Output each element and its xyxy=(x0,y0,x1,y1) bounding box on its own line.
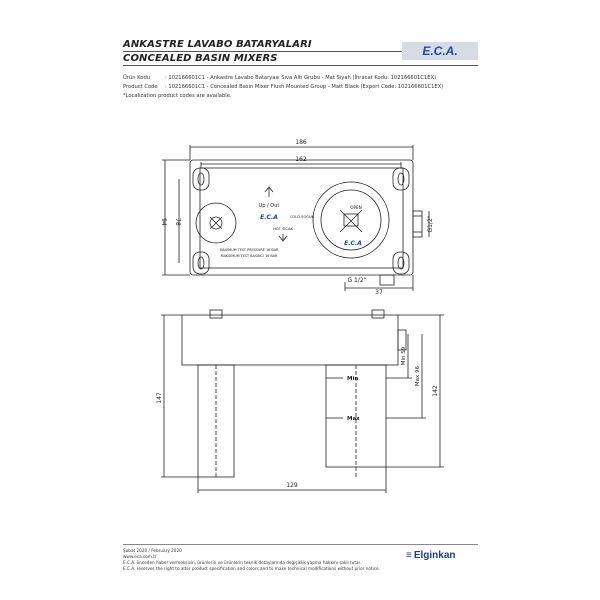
right-pipe xyxy=(413,211,422,237)
elginkan-logo xyxy=(406,550,456,561)
product-code-en-value: : 102166601C1 - Concealed Basin Mixer Flush Mounted Group - Matt Black (Export Code: 102166601C1EX) xyxy=(165,84,444,90)
footer-disclaimer-tr: E.C.A. önceden haber vermeksizin, ürünlerin ve ürünlerin teknik detaylarında değişiklik yapma hakkını saklı tutar. xyxy=(123,560,362,565)
localization-note: *Localization product codes are available. xyxy=(123,93,232,99)
footer-divider xyxy=(123,544,478,545)
label-min: Min xyxy=(347,376,359,382)
label-cold: COLD SOĞUK xyxy=(289,215,315,219)
product-code-tr-value: : 102166601C1 - Ankastre Lavabo Bataryası Sıva Altı Grubu - Mat Siyah (İhracat Kodu: 102166601C1EX) xyxy=(165,75,437,81)
dim-min: Min 59 xyxy=(401,346,407,366)
label-up-out: Up / Out xyxy=(258,203,280,209)
label-pressure-tr: MAKSIMUM TEST BASINCI 16 BAR xyxy=(220,254,278,258)
side-view-body xyxy=(182,315,398,365)
dim-total-width: 186 xyxy=(295,139,307,146)
dim-depth: 37 xyxy=(375,289,383,296)
elginkan-text: Elginkan xyxy=(413,550,456,561)
dim-max: Max 96 xyxy=(415,365,421,387)
inner-logo-left: E.C.A xyxy=(260,214,278,221)
footer-disclaimer-en: E.C.A. reserves the right to alter product specification and colors and to make technical modifications without prior notice. xyxy=(123,566,380,571)
bottom-pipe xyxy=(380,275,394,285)
dim-inner-height: 78 xyxy=(174,218,181,226)
label-open: OPEN xyxy=(350,205,362,210)
elginkan-icon: ≡ xyxy=(406,550,412,561)
dim-g-half: G 1/2" xyxy=(347,277,367,284)
dim-total-height: 94 xyxy=(160,218,167,226)
dim-inner-width: 162 xyxy=(295,156,307,163)
product-code-en-label: Product Code xyxy=(123,84,158,90)
dim-pipe-size: G1/2" xyxy=(427,215,434,233)
footer-website: www.eca.com.tr xyxy=(123,554,157,559)
inner-logo-right: E.C.A xyxy=(344,240,362,247)
dim-height-total: 147 xyxy=(156,392,163,404)
label-pressure-en: MAXIMUM TEST PRESSURE 16 BAR xyxy=(219,248,279,252)
label-max: Max xyxy=(347,416,360,422)
label-hot: HOT SICAK xyxy=(273,227,293,231)
eca-logo-text: E.C.A. xyxy=(422,44,458,58)
product-code-tr-label: Ürün Kodu xyxy=(123,75,151,81)
dim-right-height: 142 xyxy=(432,385,439,397)
footer-date: Şubat 2020 / February 2020 xyxy=(123,548,182,553)
title-english: CONCEALED BASIN MIXERS xyxy=(123,53,278,64)
title-turkish: ANKASTRE LAVABO BATARYALARI xyxy=(123,39,312,50)
dim-base-width: 129 xyxy=(286,482,298,489)
